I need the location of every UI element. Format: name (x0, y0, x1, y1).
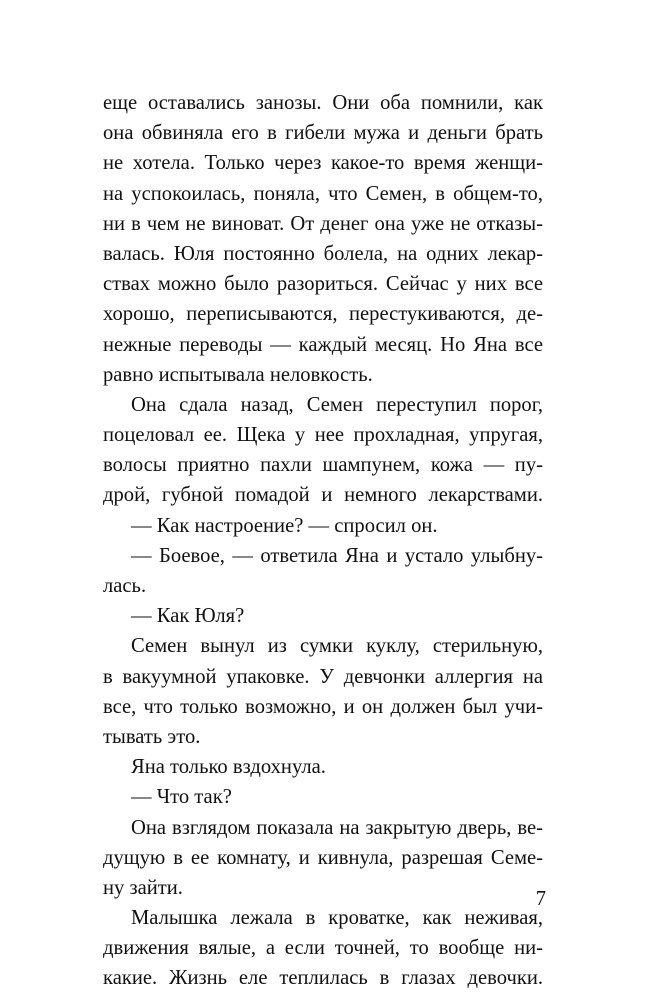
text-line: волосы приятно пахли шампунем, кожа — пу- (103, 454, 543, 477)
text-line: — Что так? (131, 786, 232, 809)
text-line: в вакуумной упаковке. У девчонки аллергия на (103, 665, 543, 688)
body-text (103, 88, 543, 994)
text-line: она обвиняла его в гибели мужа и деньги брать (103, 122, 543, 145)
text-line: не хотела. Только через какое-то время женщи- (103, 152, 543, 175)
text-line: — Как Юля? (131, 605, 245, 628)
text-line: хорошо, переписываются, перестукиваются, де- (103, 303, 543, 326)
text-line: еще оставались занозы. Они оба помнили, как (103, 92, 543, 114)
text-line: Она сдала назад, Семен переступил порог, (131, 393, 543, 416)
text-line: Яна только вздохнула. (131, 756, 326, 779)
text-line: какие. Жизнь еле теплилась в глазах девочки. (103, 967, 543, 990)
text-line: валась. Юля постоянно болела, на одних лекар- (103, 242, 543, 265)
text-line: Она взглядом показала на закрытую дверь, ве- (131, 816, 543, 839)
text-line: ни в чем не виноват. От денег она уже не отказы- (103, 212, 543, 235)
text-line: на успокоилась, поняла, что Семен, в общем-то, (103, 182, 543, 205)
text-line: все, что только возможно, и он должен был учи- (103, 695, 543, 718)
text-line: ну зайти. (103, 876, 183, 899)
text-line: — Как настроение? — спросил он. (131, 514, 438, 537)
text-line: равно испытывала неловкость. (103, 363, 373, 386)
text-line: ствах можно было разориться. Сейчас у них все (103, 273, 543, 296)
text-line: лась. (103, 575, 147, 597)
text-line: Малышка лежала в кроватке, как неживая, (131, 907, 543, 930)
text-line: нежные переводы — каждый месяц. Но Яна все (103, 333, 543, 356)
text-line: движения вялые, а если точней, то вообще ни- (103, 937, 543, 960)
text-line: Семен вынул из сумки куклу, стерильную, (131, 635, 543, 658)
text-line: дущую в ее комнату, и кивнула, разрешая Семе- (103, 846, 543, 869)
text-line: тывать это. (103, 725, 201, 748)
text-line: дрой, губной помадой и немного лекарствами. (103, 484, 543, 507)
text-line: — Боевое, — ответила Яна и устало улыбну- (131, 544, 543, 567)
text-line: поцеловал ее. Щека у нее прохладная, упругая, (103, 424, 543, 447)
page-number: 7 (535, 888, 546, 910)
